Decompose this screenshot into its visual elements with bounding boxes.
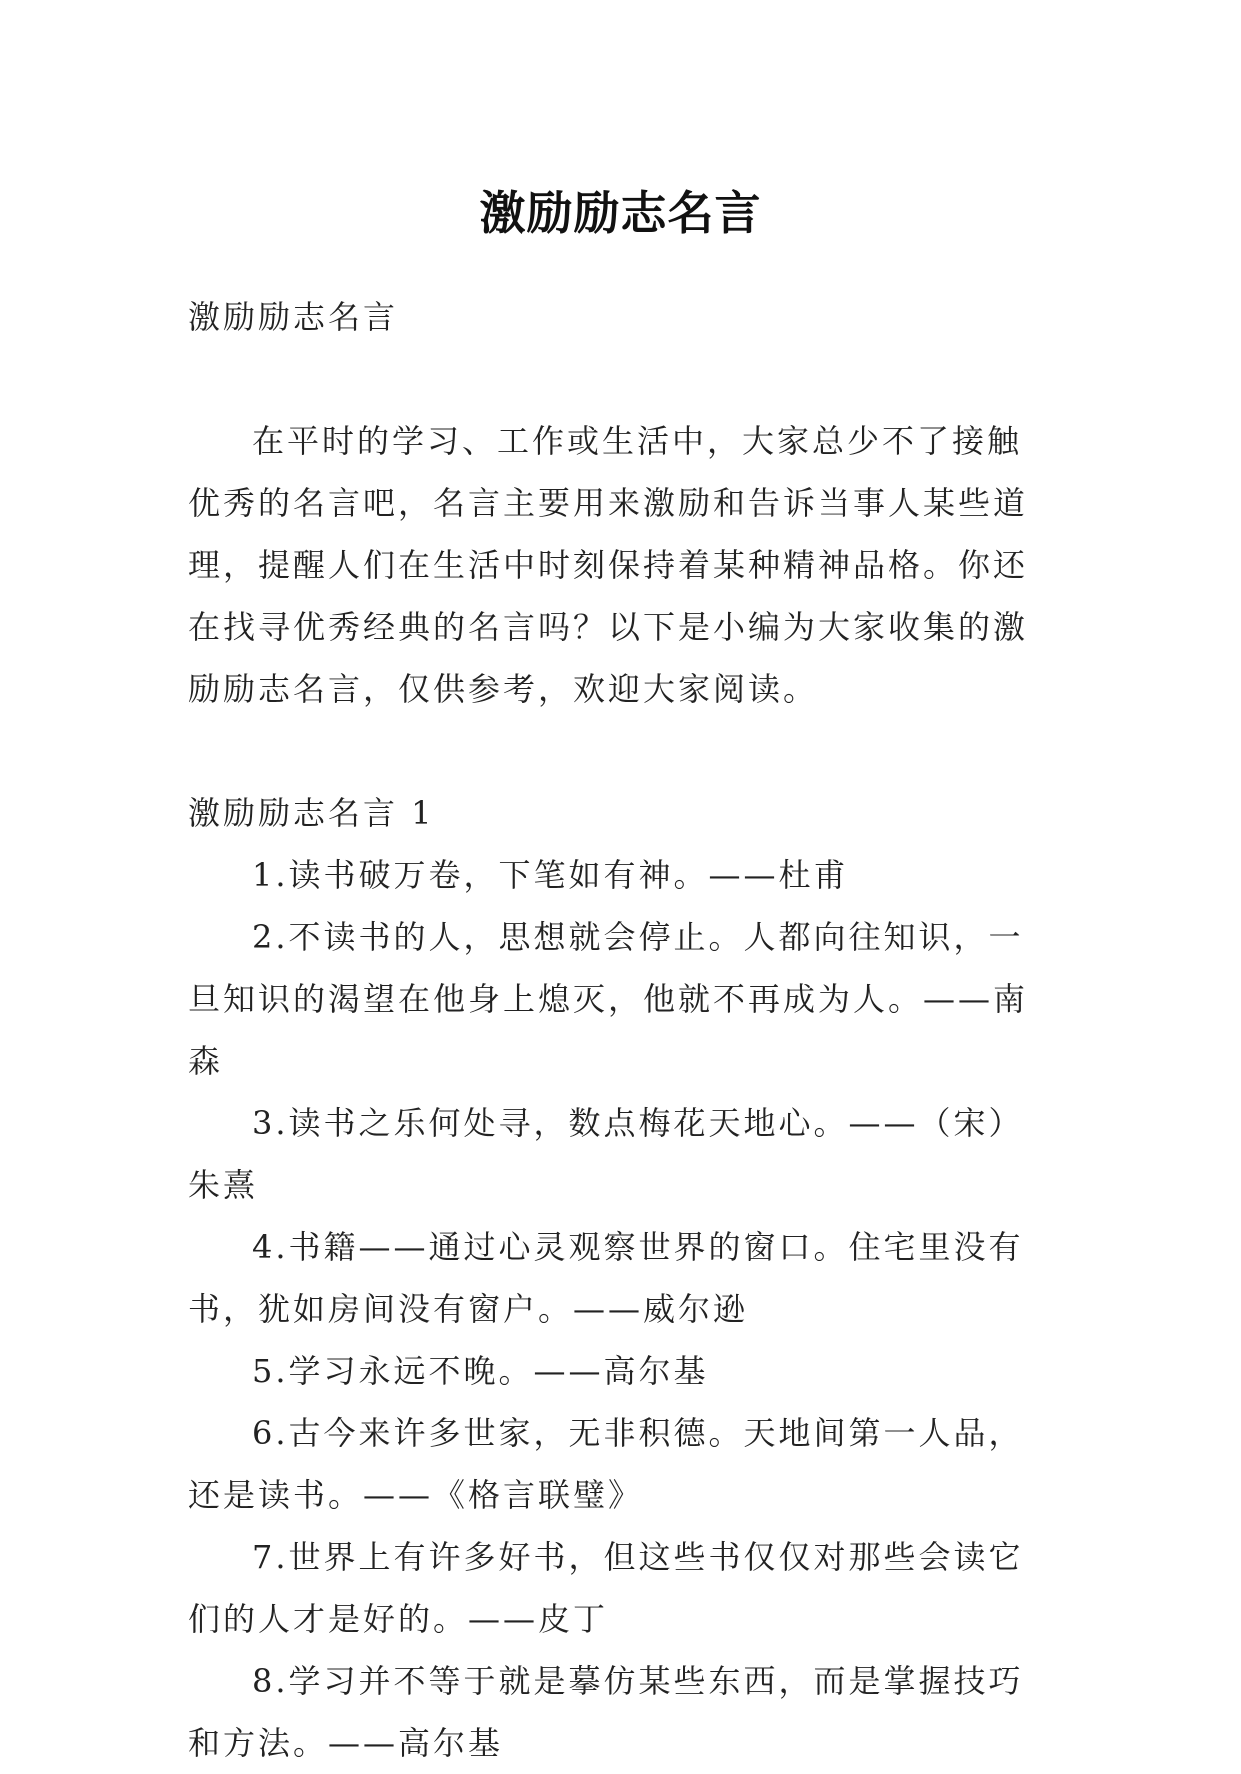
document-title: 激励励志名言 [479,185,762,240]
quote-item: 6.古今来许多世家，无非积德。天地间第一人品，还是读书。——《格言联璧》 [188,1414,1024,1514]
quote-item: 2.不读书的人，思想就会停止。人都向往知识，一旦知识的渴望在他身上熄灭，他就不再成为人。——南森 [188,918,1029,1080]
quote-item: 3.读书之乐何处寻，数点梅花天地心。——（宋）朱熹 [188,1104,1024,1204]
quote-item: 7.世界上有许多好书，但这些书仅仅对那些会读它们的人才是好的。——皮丁 [188,1538,1024,1638]
quote-item: 4.书籍——通过心灵观察世界的窗口。住宅里没有书，犹如房间没有窗户。——威尔逊 [188,1228,1024,1328]
document-subtitle: 激励励志名言 [188,298,399,336]
quote-item: 5.学习永远不晚。——高尔基 [252,1352,709,1390]
quote-item: 8.学习并不等于就是摹仿某些东西，而是掌握技巧和方法。——高尔基 [188,1662,1024,1762]
document-body [188,286,1050,1774]
intro-paragraph: 在平时的学习、工作或生活中，大家总少不了接触优秀的名言吧，名言主要用来激励和告诉当事人某些道理，提醒人们在生活中时刻保持着某种精神品格。你还在找寻优秀经典的名言吗？以下是小编为大家收集的激励励志名言，仅供参考，欢迎大家阅读。 [188,422,1029,708]
section-heading: 激励励志名言 1 [188,794,435,832]
quote-item: 1.读书破万卷，下笔如有神。——杜甫 [252,856,849,894]
